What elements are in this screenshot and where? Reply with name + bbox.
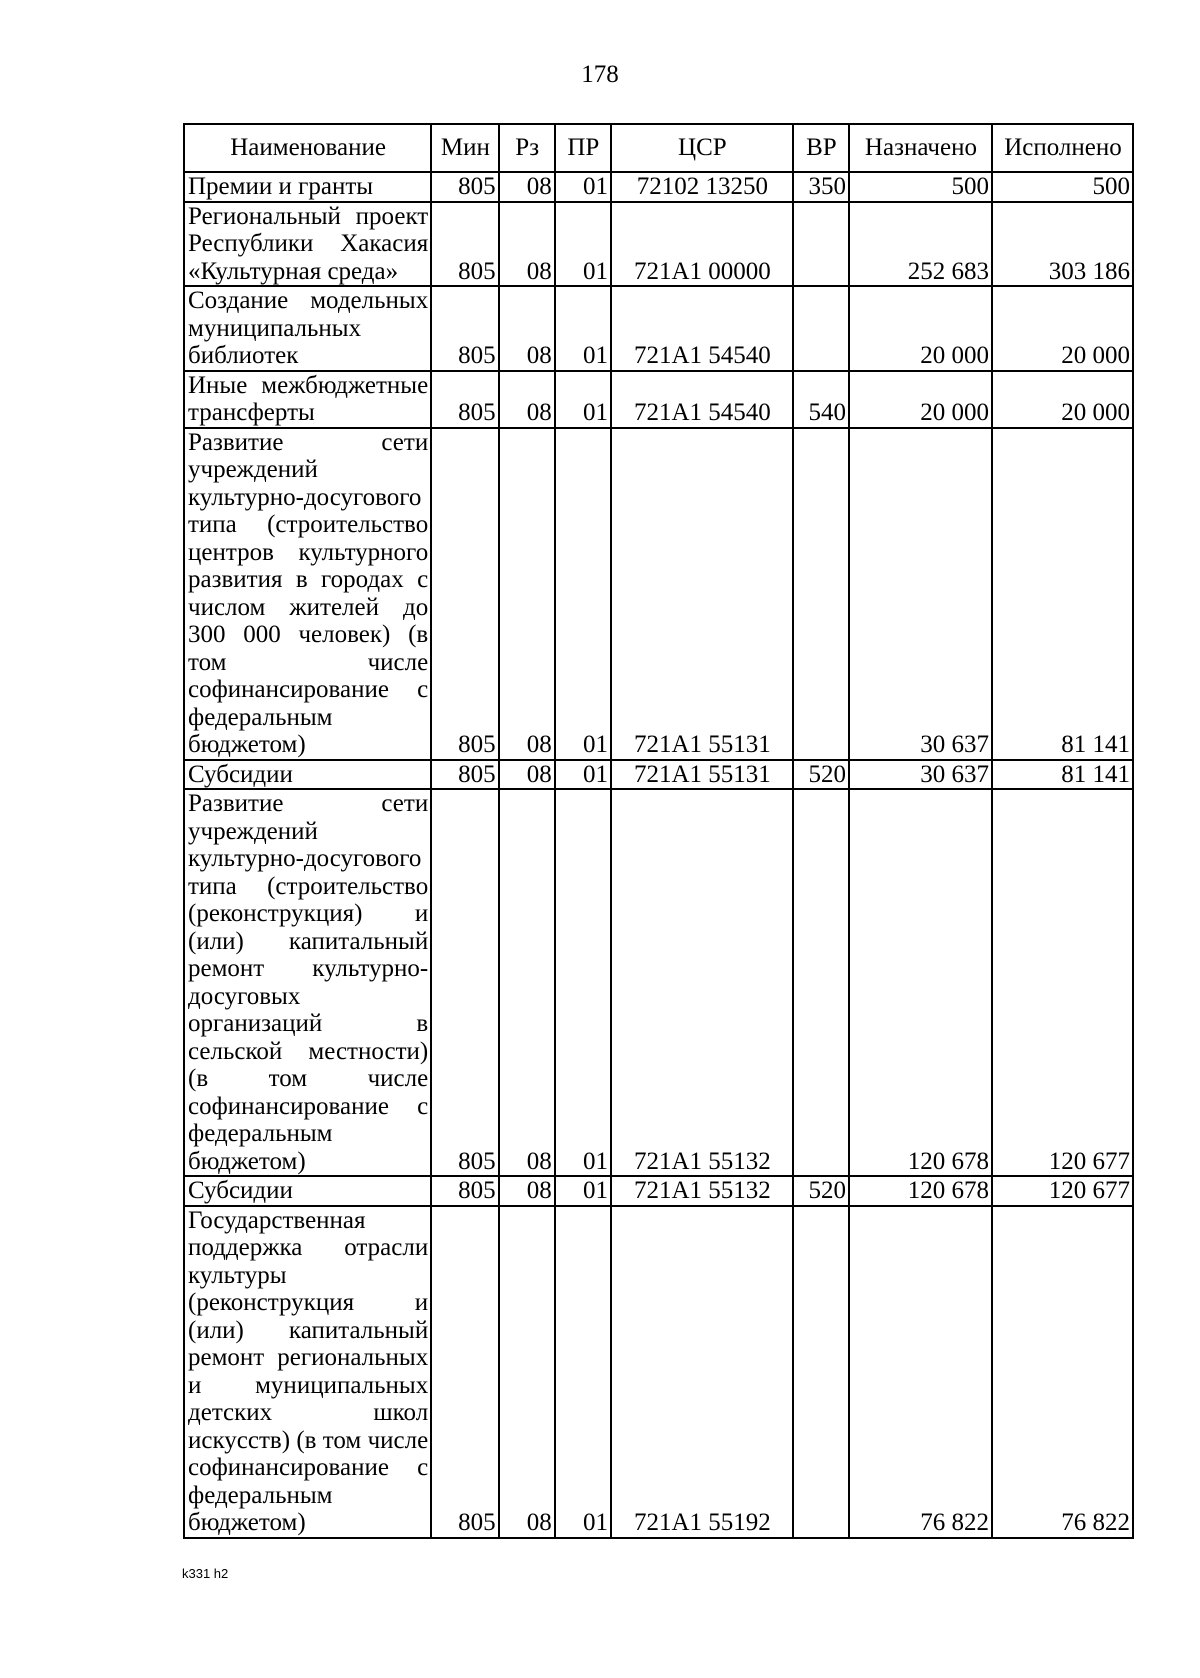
budget-table bbox=[183, 123, 1134, 1539]
column-header-pr: ПР bbox=[555, 124, 611, 172]
cell-executed: 81 141 bbox=[992, 760, 1133, 790]
cell-pr: 01 bbox=[555, 789, 611, 1176]
cell-executed: 20 000 bbox=[992, 371, 1133, 428]
column-header-min: Мин bbox=[431, 124, 498, 172]
cell-assigned: 76 822 bbox=[849, 1206, 992, 1538]
column-header-vr: ВР bbox=[793, 124, 849, 172]
cell-vr bbox=[793, 1206, 849, 1538]
table-row bbox=[184, 1176, 1133, 1206]
cell-pr: 01 bbox=[555, 428, 611, 760]
cell-executed: 500 bbox=[992, 172, 1133, 202]
cell-pr: 01 bbox=[555, 286, 611, 371]
cell-rz: 08 bbox=[499, 789, 555, 1176]
table-row bbox=[184, 172, 1133, 202]
cell-vr: 350 bbox=[793, 172, 849, 202]
cell-min: 805 bbox=[431, 371, 498, 428]
table-row bbox=[184, 1206, 1133, 1538]
cell-name: Премии и гранты bbox=[184, 172, 431, 202]
cell-vr: 520 bbox=[793, 1176, 849, 1206]
cell-vr bbox=[793, 286, 849, 371]
cell-pr: 01 bbox=[555, 1206, 611, 1538]
cell-pr: 01 bbox=[555, 1176, 611, 1206]
cell-name: Субсидии bbox=[184, 760, 431, 790]
cell-csr: 721А1 55132 bbox=[611, 789, 793, 1176]
cell-min: 805 bbox=[431, 428, 498, 760]
cell-rz: 08 bbox=[499, 760, 555, 790]
cell-name: Иные межбюджетные трансферты bbox=[184, 371, 431, 428]
cell-min: 805 bbox=[431, 202, 498, 287]
cell-assigned: 500 bbox=[849, 172, 992, 202]
table-row bbox=[184, 760, 1133, 790]
cell-rz: 08 bbox=[499, 371, 555, 428]
cell-executed: 20 000 bbox=[992, 286, 1133, 371]
cell-rz: 08 bbox=[499, 1206, 555, 1538]
cell-vr: 540 bbox=[793, 371, 849, 428]
cell-rz: 08 bbox=[499, 1176, 555, 1206]
cell-assigned: 20 000 bbox=[849, 371, 992, 428]
table-header-row bbox=[184, 124, 1133, 172]
cell-vr bbox=[793, 202, 849, 287]
cell-csr: 72102 13250 bbox=[611, 172, 793, 202]
table-row bbox=[184, 428, 1133, 760]
cell-assigned: 120 678 bbox=[849, 789, 992, 1176]
cell-executed: 303 186 bbox=[992, 202, 1133, 287]
table-row bbox=[184, 789, 1133, 1176]
cell-name: Создание модельных муниципальных библиотек bbox=[184, 286, 431, 371]
cell-executed: 120 677 bbox=[992, 1176, 1133, 1206]
cell-csr: 721А1 55131 bbox=[611, 428, 793, 760]
cell-executed: 76 822 bbox=[992, 1206, 1133, 1538]
cell-min: 805 bbox=[431, 1206, 498, 1538]
cell-csr: 721А1 54540 bbox=[611, 371, 793, 428]
cell-executed: 120 677 bbox=[992, 789, 1133, 1176]
cell-pr: 01 bbox=[555, 202, 611, 287]
cell-min: 805 bbox=[431, 172, 498, 202]
cell-pr: 01 bbox=[555, 371, 611, 428]
cell-min: 805 bbox=[431, 1176, 498, 1206]
cell-name: Развитие сети учреждений культурно-досугового типа (строительство центров культурного развития в городах с числом жителей до 300 000 человек) (в том числе софинансирование с федеральным бюджетом) bbox=[184, 428, 431, 760]
cell-min: 805 bbox=[431, 789, 498, 1176]
table-row bbox=[184, 286, 1133, 371]
cell-csr: 721А1 55132 bbox=[611, 1176, 793, 1206]
cell-min: 805 bbox=[431, 286, 498, 371]
cell-name: Развитие сети учреждений культурно-досугового типа (строительство (реконструкция) и (или) капитальный ремонт культурно-досуговых организаций в сельской местности) (в том числе софинансирование с федеральным бюджетом) bbox=[184, 789, 431, 1176]
footer-code: k331 h2 bbox=[182, 1566, 229, 1581]
table-row bbox=[184, 202, 1133, 287]
cell-vr bbox=[793, 789, 849, 1176]
cell-assigned: 252 683 bbox=[849, 202, 992, 287]
page-number: 178 bbox=[581, 61, 619, 88]
cell-pr: 01 bbox=[555, 760, 611, 790]
cell-rz: 08 bbox=[499, 172, 555, 202]
table-body bbox=[184, 172, 1133, 1538]
cell-csr: 721А1 54540 bbox=[611, 286, 793, 371]
cell-vr: 520 bbox=[793, 760, 849, 790]
column-header-csr: ЦСР bbox=[611, 124, 793, 172]
cell-csr: 721А1 55192 bbox=[611, 1206, 793, 1538]
cell-assigned: 20 000 bbox=[849, 286, 992, 371]
cell-executed: 81 141 bbox=[992, 428, 1133, 760]
cell-name: Субсидии bbox=[184, 1176, 431, 1206]
cell-assigned: 30 637 bbox=[849, 760, 992, 790]
cell-name: Региональный проект Республики Хакасия «Культурная среда» bbox=[184, 202, 431, 287]
cell-rz: 08 bbox=[499, 428, 555, 760]
cell-name: Государственная поддержка отрасли культуры (реконструкция и (или) капитальный ремонт региональных и муниципальных детских школ искусств) (в том числе софинансирование с федеральным бюджетом) bbox=[184, 1206, 431, 1538]
column-header-executed: Исполнено bbox=[992, 124, 1133, 172]
column-header-name: Наименование bbox=[184, 124, 431, 172]
cell-csr: 721А1 55131 bbox=[611, 760, 793, 790]
cell-vr bbox=[793, 428, 849, 760]
cell-csr: 721А1 00000 bbox=[611, 202, 793, 287]
cell-pr: 01 bbox=[555, 172, 611, 202]
cell-rz: 08 bbox=[499, 286, 555, 371]
cell-assigned: 120 678 bbox=[849, 1176, 992, 1206]
cell-assigned: 30 637 bbox=[849, 428, 992, 760]
cell-min: 805 bbox=[431, 760, 498, 790]
column-header-assigned: Назначено bbox=[849, 124, 992, 172]
cell-rz: 08 bbox=[499, 202, 555, 287]
column-header-rz: Рз bbox=[499, 124, 555, 172]
table-row bbox=[184, 371, 1133, 428]
